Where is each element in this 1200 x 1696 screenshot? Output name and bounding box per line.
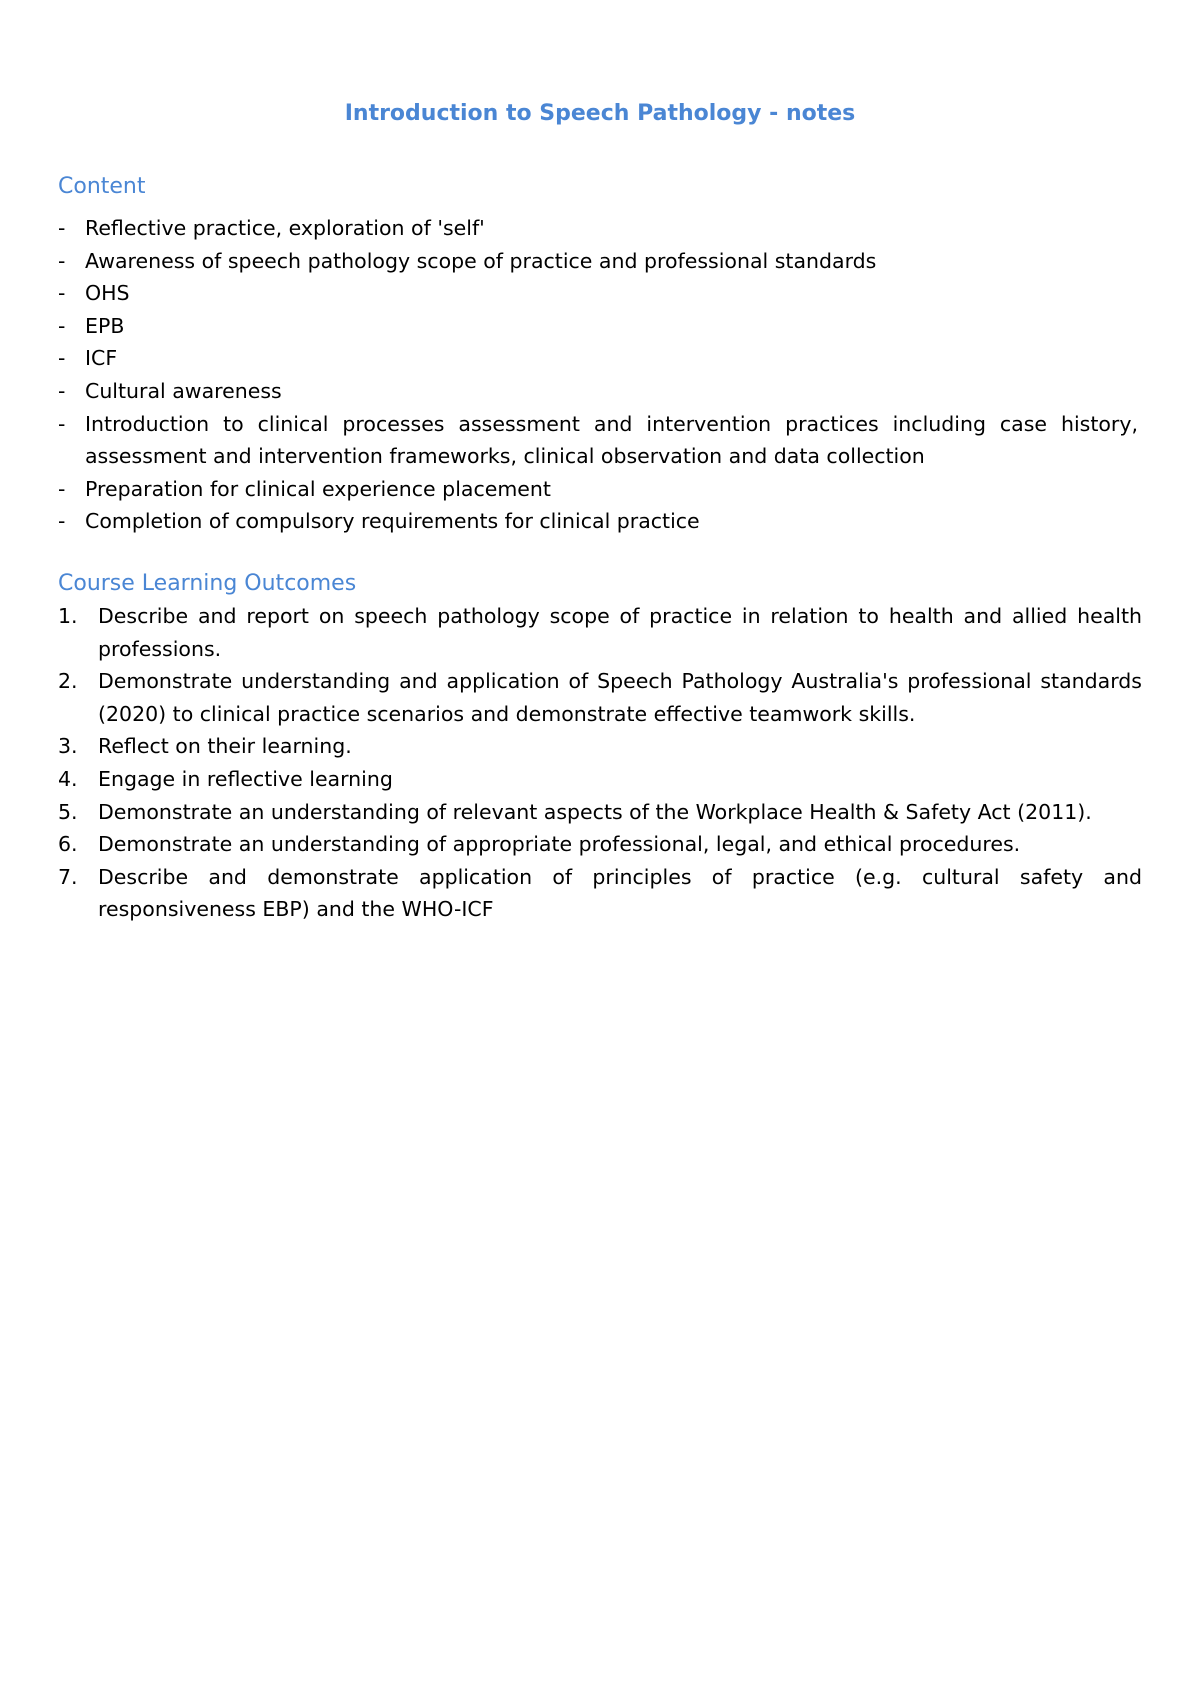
content-item [58, 375, 1138, 408]
outcome-number: 4. [58, 766, 78, 791]
dash-bullet: - [58, 378, 66, 403]
content-item [58, 505, 1138, 538]
outcome-number: 5. [58, 799, 78, 824]
dash-bullet: - [58, 313, 66, 338]
content-item-text: Cultural awareness [85, 378, 282, 403]
outcome-number: 3. [58, 734, 78, 759]
outcome-item [58, 665, 1142, 730]
outcome-item [58, 828, 1142, 861]
content-item [58, 342, 1138, 375]
content-item-text: Awareness of speech pathology scope of practice and professional standards [85, 248, 877, 273]
content-item [58, 408, 1138, 473]
outcome-number: 2. [58, 669, 78, 694]
outcome-text: Reflect on their learning. [98, 734, 352, 759]
content-list [58, 212, 1138, 538]
outcome-item [58, 600, 1142, 665]
outcomes-list [58, 600, 1142, 926]
outcome-text: Engage in reflective learning [98, 766, 393, 791]
content-item-text: OHS [85, 281, 130, 306]
outcome-number: 6. [58, 832, 78, 857]
content-heading: Content [58, 174, 146, 199]
content-item-text: Reflective practice, exploration of 'self' [85, 216, 485, 240]
dash-bullet: - [58, 346, 66, 371]
content-item [58, 245, 1138, 278]
outcome-text: Describe and report on speech pathology scope of practice in relation to health and allied health professions. [98, 604, 1142, 661]
content-item-text: Completion of compulsory requirements for clinical practice [85, 509, 700, 534]
content-item-text: EPB [85, 313, 125, 338]
dash-bullet: - [58, 411, 66, 436]
content-item-text: Introduction to clinical processes assessment and intervention practices including case history, assessment and intervention frameworks, clinical observation and data collection [85, 411, 1138, 469]
dash-bullet: - [58, 216, 66, 240]
outcome-text: Describe and demonstrate application of principles of practice (e.g. cultural safety and responsiveness EBP) and the WHO-ICF [98, 864, 1142, 922]
dash-bullet: - [58, 248, 66, 273]
dash-bullet: - [58, 509, 66, 534]
outcome-item [58, 763, 1142, 796]
outcome-text: Demonstrate an understanding of appropriate professional, legal, and ethical procedures. [98, 832, 1021, 857]
outcome-item [58, 796, 1142, 829]
outcome-item [58, 861, 1142, 926]
content-item [58, 310, 1138, 343]
content-item [58, 212, 1138, 245]
outcome-number: 1. [58, 604, 78, 628]
outcome-item [58, 730, 1142, 763]
content-item [58, 277, 1138, 310]
document-title: Introduction to Speech Pathology - notes [344, 101, 856, 126]
outcome-number: 7. [58, 864, 78, 889]
outcome-text: Demonstrate understanding and application of Speech Pathology Australia's professional standards (2020) to clinical practice scenarios and demonstrate effective teamwork skills. [98, 669, 1142, 726]
dash-bullet: - [58, 281, 66, 306]
outcome-text: Demonstrate an understanding of relevant aspects of the Workplace Health & Safety Act (2011). [98, 799, 1092, 824]
outcomes-heading: Course Learning Outcomes [58, 571, 357, 596]
dash-bullet: - [58, 476, 66, 501]
content-item-text: Preparation for clinical experience placement [85, 476, 551, 501]
content-item-text: ICF [85, 346, 118, 371]
content-item [58, 473, 1138, 506]
